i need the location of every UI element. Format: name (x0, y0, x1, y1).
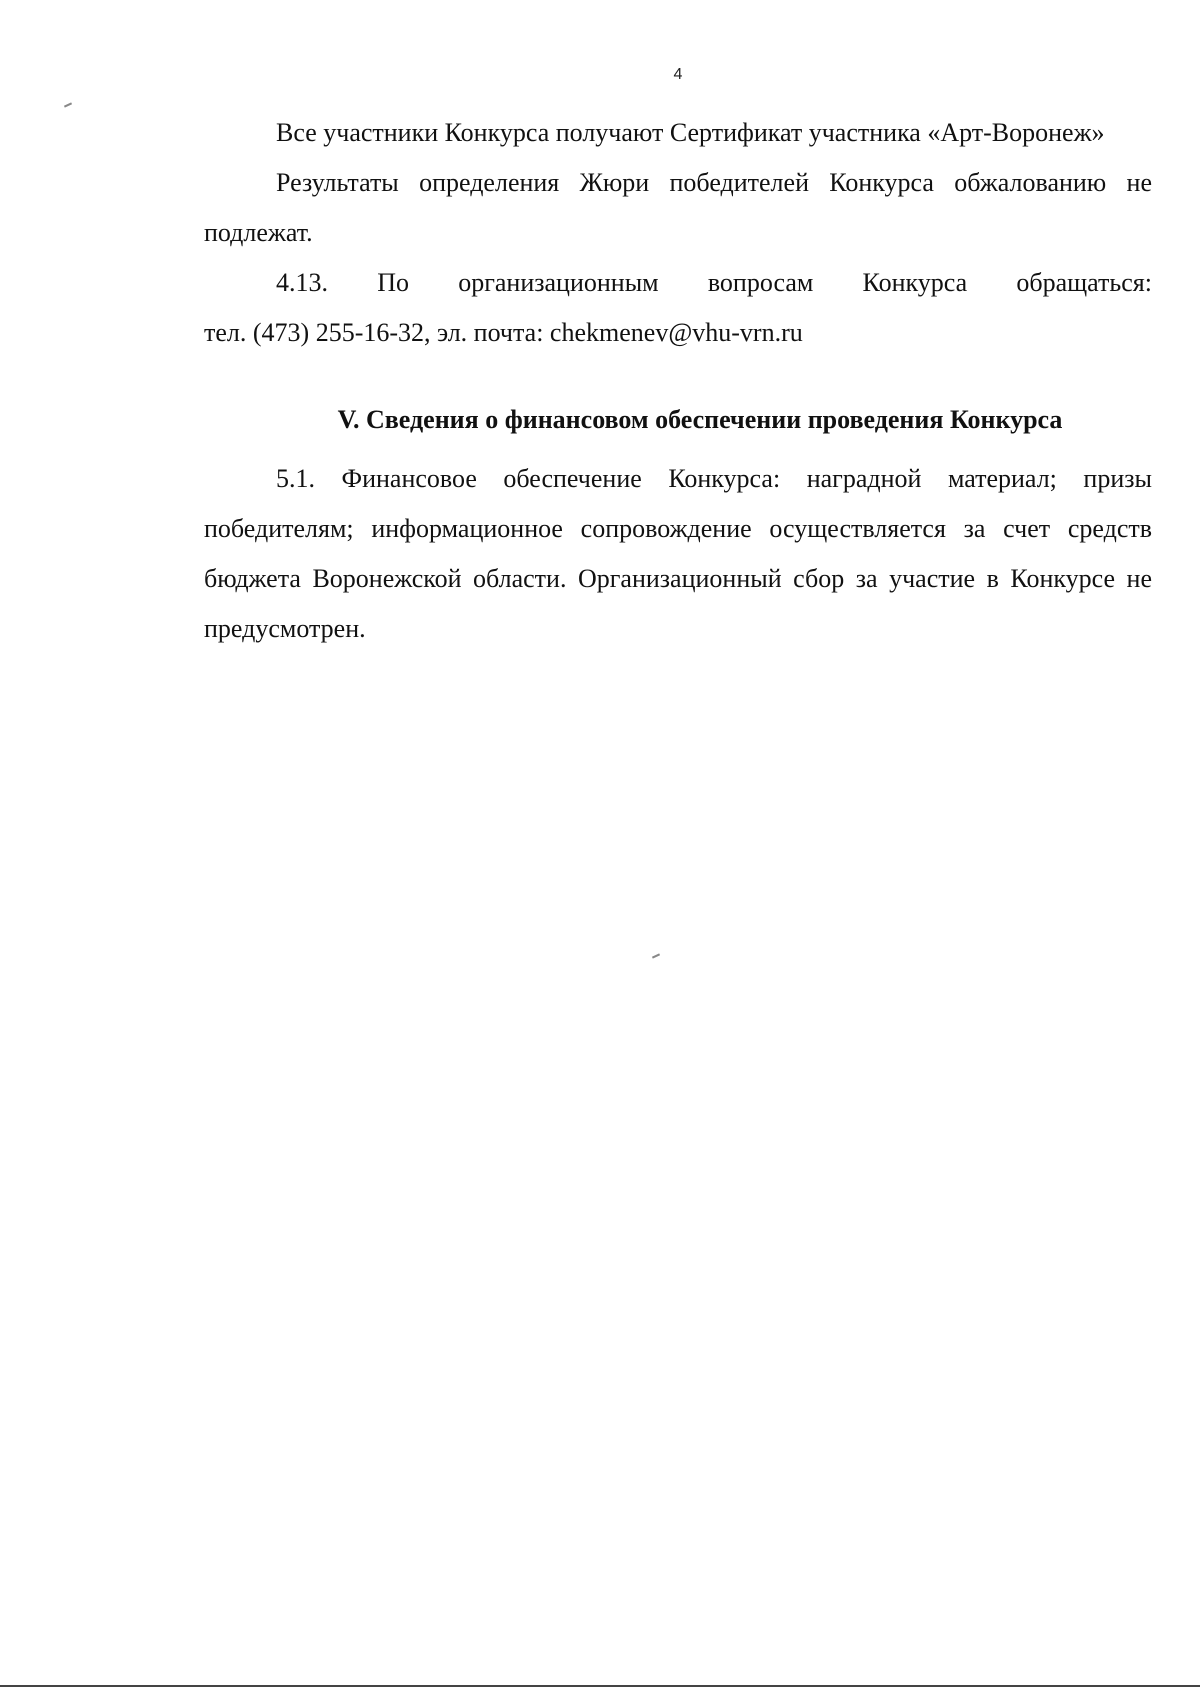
paragraph-results: Результаты определения Жюри победителей Конкурса обжалованию не подлежат. (204, 168, 1152, 247)
paragraph-certificate: Все участники Конкурса получают Сертификат участника «Арт-Воронеж» (276, 118, 1105, 147)
paragraph-contact: 4.13. По организационным вопросам Конкурса обращаться: (276, 268, 1152, 297)
page-bottom-rule (0, 1685, 1200, 1687)
contact-details: тел. (473) 255-16-32, эл. почта: chekmenev@vhu-vrn.ru (204, 318, 803, 347)
paragraph-financing: 5.1. Финансовое обеспечение Конкурса: наградной материал; призы победителям; информационное сопровождение осуществляется за счет средств бюджета Воронежской области. Организационный сбор за участие в Конкурсе не предусмотрен. (204, 464, 1152, 643)
scan-mark (652, 953, 660, 958)
document-body (204, 108, 1152, 654)
page-number: 4 (673, 66, 683, 83)
section-heading: V. Сведения о финансовом обеспечении проведения Конкурса (337, 405, 1063, 434)
scan-mark (64, 102, 72, 107)
